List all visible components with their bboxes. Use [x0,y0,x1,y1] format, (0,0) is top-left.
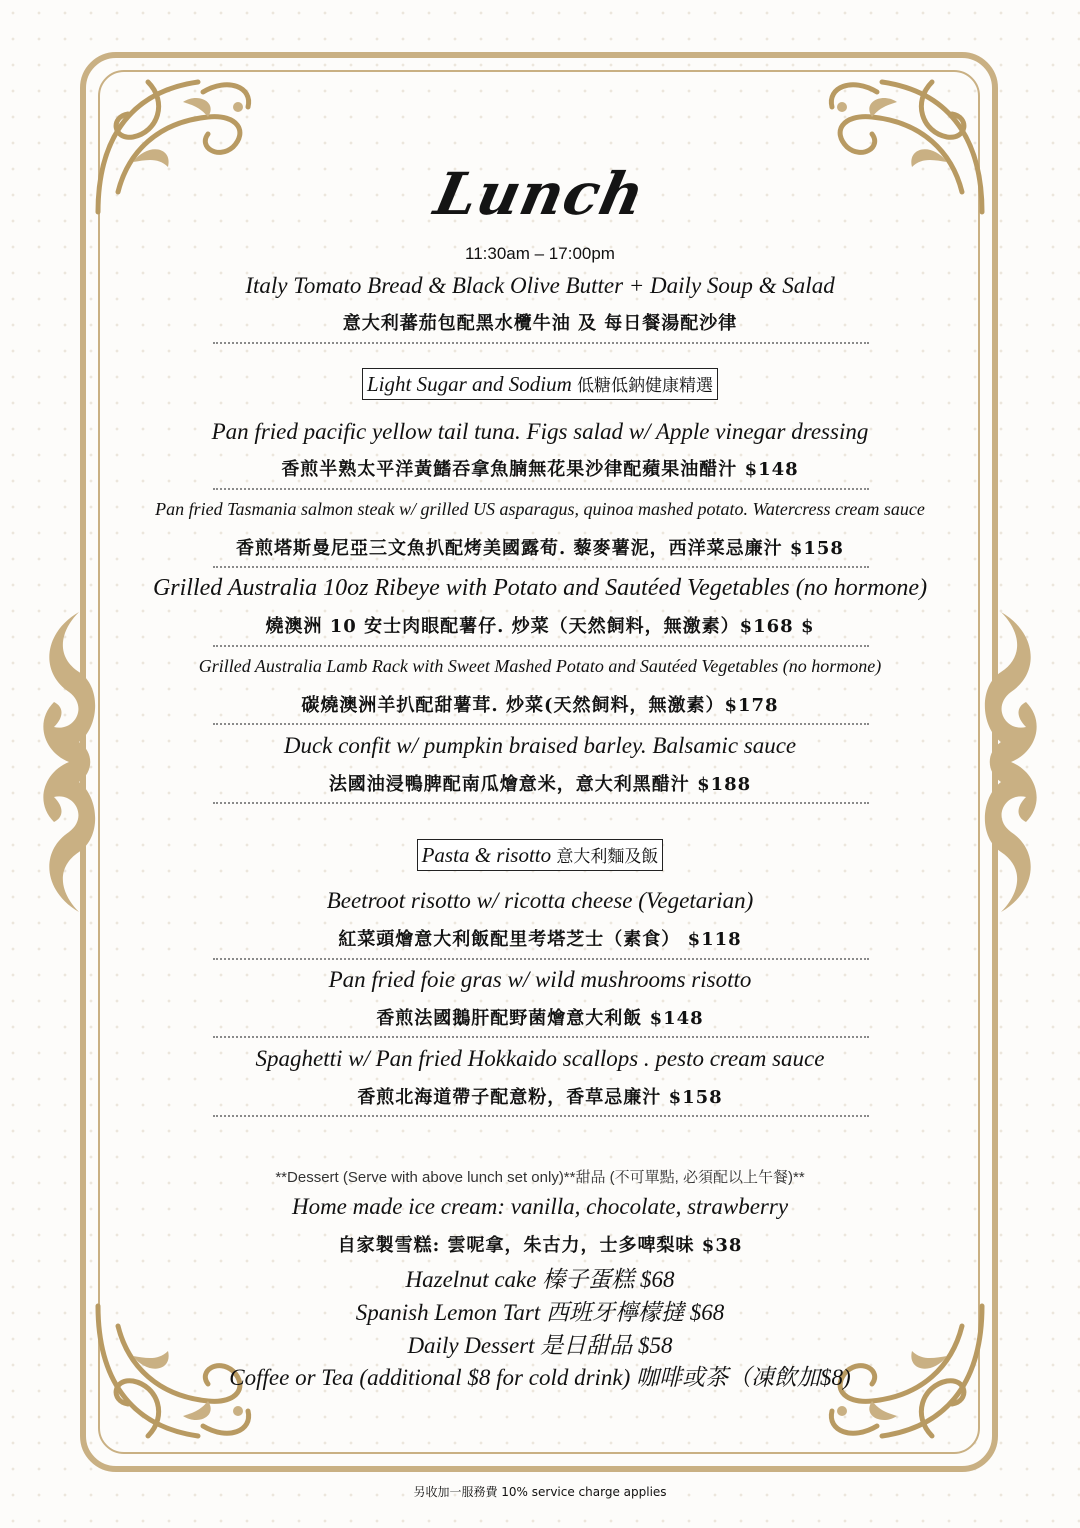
menu-item-en: Pan fried pacific yellow tail tuna. Figs salad w/ Apple vinegar dressing [211,419,869,444]
menu-item-en: Grilled Australia Lamb Rack with Sweet Mashed Potato and Sautéed Vegetables (no hormone) [198,656,882,676]
menu-item-zh: 香煎半熟太平洋黃鰭吞拿魚腩無花果沙律配蘋果油醋汁 $148 [281,459,799,480]
section-heading-zh: 意大利麵及飯 [556,847,659,867]
section-heading-pasta [0,839,1080,871]
dotted-divider [213,1036,869,1038]
dessert-line: 自家製雪糕: 雲呢拿，朱古力，士多啤梨味 $38 [337,1235,743,1256]
dotted-divider [213,488,869,490]
menu-item-zh: 香煎塔斯曼尼亞三文魚扒配烤美國露荀. 藜麥薯泥，西洋菜忌廉汁 $158 [236,538,844,559]
dotted-divider [213,802,869,804]
menu-item-en: Pan fried foie gras w/ wild mushrooms risotto [328,967,752,992]
menu-item-en: Beetroot risotto w/ ricotta cheese (Vegetarian) [326,888,754,913]
menu-item-en: Spaghetti w/ Pan fried Hokkaido scallops . pesto cream sauce [255,1046,825,1071]
menu-item-zh: 香煎北海道帶子配意粉，香草忌廉汁 $158 [357,1087,723,1108]
menu-item-en: Duck confit w/ pumpkin braised barley. Balsamic sauce [283,733,797,758]
section-heading-light [0,368,1080,400]
section-heading-box [362,368,718,400]
dotted-divider [213,958,869,960]
menu-item-zh: 香煎法國鵝肝配野菌燴意大利飯 $148 [376,1008,704,1029]
dotted-divider [213,723,869,725]
menu-item-zh: 紅菜頭燴意大利飯配里考塔芝士（素食） $118 [338,929,742,950]
menu-title: Lunch [428,160,652,228]
menu-item-en: Grilled Australia 10oz Ribeye with Potato and Sautéed Vegetables (no hormone) [152,575,928,601]
section-heading-box [417,839,664,871]
menu-item-zh: 碳燒澳洲羊扒配甜薯茸. 炒菜(天然飼料，無激素）$178 [301,695,779,716]
dotted-divider [213,566,869,568]
dessert-line: Spanish Lemon Tart 西班牙檸檬撻 $68 [355,1300,725,1325]
dessert-line: Daily Dessert 是日甜品 $58 [407,1333,673,1358]
menu-item-en: Pan fried Tasmania salmon steak w/ grilled US asparagus, quinoa mashed potato. Watercress cream sauce [155,499,925,519]
section-heading-en: Light Sugar and Sodium [366,372,572,396]
dessert-line: Home made ice cream: vanilla, chocolate, strawberry [291,1194,789,1219]
dotted-divider [213,1115,869,1117]
service-charge-note: 另收加一服務費 10% service charge applies [413,1485,667,1499]
dotted-divider [213,342,869,344]
intro-en: Italy Tomato Bread & Black Olive Butter + Daily Soup & Salad [245,273,835,298]
section-heading-en: Pasta & risotto [421,843,552,867]
menu-hours: 11:30am – 17:00pm [465,244,615,263]
dessert-note: **Dessert (Serve with above lunch set only)**甜品 (不可單點, 必須配以上午餐)** [275,1169,805,1186]
intro-zh: 意大利蕃茄包配黑水欖牛油 及 每日餐湯配沙律 [342,313,738,334]
dessert-line: Hazelnut cake 榛子蛋糕 $68 [405,1267,675,1292]
dotted-divider [213,645,869,647]
section-heading-zh: 低糖低鈉健康精選 [577,376,714,396]
menu-item-zh: 法國油浸鴨脾配南瓜燴意米，意大利黑醋汁 $188 [328,774,752,795]
menu-item-zh: 燒澳洲 10 安士肉眼配薯仔. 炒菜（天然飼料，無激素）$168 $ [265,616,815,637]
dessert-line: Coffee or Tea (additional $8 for cold drink) 咖啡或茶（凍飲加$8) [229,1365,851,1390]
